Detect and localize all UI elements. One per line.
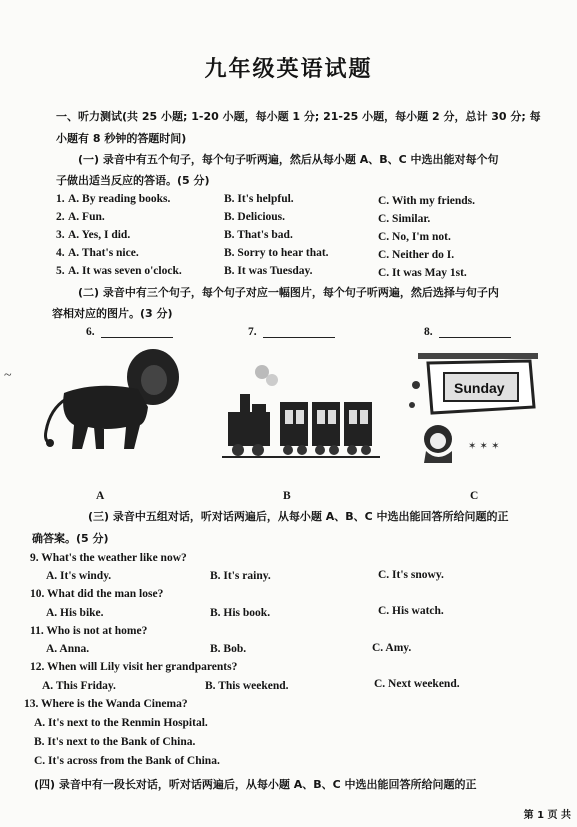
picture-letter-a: A [96,490,105,502]
sign-text: Sunday [454,380,505,396]
picture-letter-c: C [470,490,479,502]
part1-instruction-line1: (一) 录音中有五个句子，每个句子听两遍，然后从每小题 A、B、C 中选出能对每个句 [78,153,499,166]
question-text: 9. What's the weather like now? [30,552,187,564]
option-c: C. It's snowy. [378,569,444,581]
option-c: C. Similar. [378,213,431,225]
option-b: B. Sorry to hear that. [224,247,329,259]
part2-instruction-line1: (二) 录音中有三个句子，每个句子对应一幅图片，每个句子听两遍，然后选择与句子内 [78,286,499,299]
option-a: A. It was seven o'clock. [68,265,182,277]
option-c: C. Neither do I. [378,249,455,261]
question-number: 1. [56,193,65,205]
option-a: A. Fun. [68,211,105,223]
option-b: B. It's rainy. [210,570,271,582]
answer-blank-8: 8. [424,326,511,338]
picture-letter-b: B [283,490,291,502]
stray-mark: ~ [4,368,12,383]
option-a: A. Anna. [46,643,90,655]
question-number: 5. [56,265,65,277]
question-number: 2. [56,211,65,223]
option-b: B. His book. [210,607,271,619]
part3-instruction-line1: (三) 录音中五组对话，听对话两遍后，从每小题 A、B、C 中选出能回答所给问题的正 [88,510,509,523]
option-c: C. No, I'm not. [378,231,451,243]
question-number: 3. [56,229,65,241]
answer-blank-6: 6. [86,326,173,338]
option-c: C. It's across from the Bank of China. [34,755,220,767]
option-c: C. With my friends. [378,195,476,207]
option-b: B. It's helpful. [224,193,294,205]
option-a: A. It's next to the Renmin Hospital. [34,717,208,729]
page-title: 九年级英语试题 [204,57,373,82]
option-c: C. It was May 1st. [378,267,467,279]
part4-instruction-line1: (四) 录音中有一段长对话，听对话两遍后，从每小题 A、B、C 中选出能回答所给问题的正 [34,778,477,791]
option-a: A. Yes, I did. [68,229,131,241]
option-a: A. That's nice. [68,247,139,259]
option-a: A. It's windy. [46,570,112,582]
page-footer: 第 1 页 共 [523,810,571,821]
option-b: B. Delicious. [224,211,286,223]
part2-instruction-line2: 容相对应的图片。(3 分) [52,307,173,320]
option-c: C. Amy. [372,642,412,654]
option-b: B. It's next to the Bank of China. [34,736,196,748]
lion-picture [36,345,186,457]
question-text: 13. Where is the Wanda Cinema? [24,698,188,710]
option-c: C. His watch. [378,605,444,617]
option-b: B. That's bad. [224,229,293,241]
option-a: A. This Friday. [42,680,116,692]
train-picture [222,362,380,462]
section1-header-line1: 一、听力测试(共 25 小题; 1-20 小题，每小题 1 分; 21-25 小题，每小题 2 分，总计 30 分; 每 [56,110,541,123]
answer-blank-7: 7. [248,326,335,338]
option-b: B. This weekend. [205,680,289,692]
option-a: A. By reading books. [68,193,171,205]
question-text: 10. What did the man lose? [30,588,164,600]
sunday-sign-picture [408,345,548,465]
option-b: B. Bob. [210,643,247,655]
option-b: B. It was Tuesday. [224,265,313,277]
section1-header-line2: 小题有 8 秒钟的答题时间) [56,132,187,145]
part3-instruction-line2: 确答案。(5 分) [32,532,109,545]
question-text: 11. Who is not at home? [30,625,148,637]
option-c: C. Next weekend. [374,678,460,690]
part1-instruction-line2: 子做出适当反应的答语。(5 分) [56,174,210,187]
svg-text:✶ ✶ ✶: ✶ ✶ ✶ [468,441,500,452]
question-text: 12. When will Lily visit her grandparents? [30,661,238,673]
option-a: A. His bike. [46,607,104,619]
question-number: 4. [56,247,65,259]
